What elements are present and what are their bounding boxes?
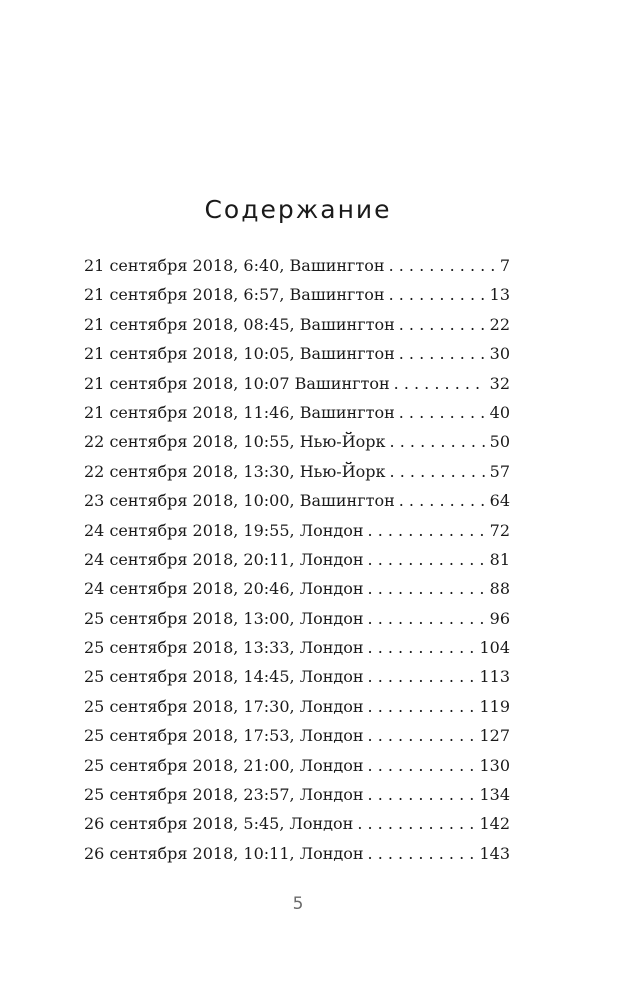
dot-leader: [389, 251, 496, 280]
toc-entry: [84, 692, 510, 721]
toc-entry: [84, 721, 510, 750]
toc-entry-title: 24 сентября 2018, 19:55, Лондон: [84, 520, 364, 540]
toc-entry-title: 24 сентября 2018, 20:11, Лондон: [84, 549, 364, 569]
toc-entry-title: 26 сентября 2018, 10:11, Лондон: [84, 843, 364, 863]
toc-entry: [84, 780, 510, 809]
page-number: 5: [292, 894, 304, 914]
dot-leader: [368, 839, 476, 868]
dot-leader: [368, 662, 476, 691]
toc-entry: [84, 339, 510, 368]
toc-entry: [84, 457, 510, 486]
toc-entry-page: 13: [489, 285, 510, 305]
toc-entry: [84, 662, 510, 691]
dot-leader: [389, 280, 486, 309]
toc-entry-page: 64: [489, 491, 510, 511]
toc-entry-title: 25 сентября 2018, 14:45, Лондон: [84, 667, 364, 687]
dot-leader: [368, 721, 476, 750]
toc-entry: [84, 369, 510, 398]
dot-leader: [368, 604, 486, 633]
toc-entry-page: 130: [479, 755, 510, 775]
dot-leader: [399, 486, 486, 515]
toc-entry-title: 25 сентября 2018, 23:57, Лондон: [84, 785, 364, 805]
toc-entry-page: 143: [479, 843, 510, 863]
dot-leader: [368, 516, 486, 545]
toc-entry: [84, 545, 510, 574]
toc-entry: [84, 486, 510, 515]
toc-entry: [84, 251, 510, 280]
toc-entry: [84, 310, 510, 339]
toc-entry-title: 25 сентября 2018, 17:53, Лондон: [84, 726, 364, 746]
toc-entry-title: 21 сентября 2018, 6:57, Вашингтон: [84, 285, 385, 305]
dot-leader: [368, 780, 476, 809]
dot-leader: [399, 339, 486, 368]
toc-entry-page: 81: [489, 549, 510, 569]
toc-entry-page: 113: [479, 667, 510, 687]
toc-entry-page: 72: [489, 520, 510, 540]
toc-entry-page: 7: [499, 256, 510, 275]
toc-entry: [84, 574, 510, 603]
dot-leader: [368, 633, 476, 662]
toc-entry-title: 25 сентября 2018, 21:00, Лондон: [84, 755, 364, 775]
dot-leader: [399, 398, 486, 427]
toc-entry-page: 88: [489, 579, 510, 599]
toc-entry-title: 21 сентября 2018, 08:45, Вашингтон: [84, 314, 395, 334]
dot-leader: [368, 545, 486, 574]
dot-leader: [394, 369, 486, 398]
toc-entry: [84, 809, 510, 838]
toc-entry: [84, 751, 510, 780]
toc-entry-title: 21 сентября 2018, 6:40, Вашингтон: [84, 256, 385, 275]
toc-entry: [84, 280, 510, 309]
toc-entry-page: 40: [489, 402, 510, 422]
dot-leader: [368, 692, 476, 721]
toc-entry: [84, 633, 510, 662]
toc-entry: [84, 604, 510, 633]
toc-entry-page: 30: [489, 344, 510, 364]
page-title: Содержание: [204, 194, 392, 224]
toc-entry-title: 23 сентября 2018, 10:00, Вашингтон: [84, 491, 395, 511]
toc-entry-page: 50: [489, 432, 510, 452]
toc-entry-page: 32: [489, 373, 510, 393]
toc-entry-page: 57: [489, 461, 510, 481]
table-of-contents: [84, 251, 510, 868]
toc-entry-page: 134: [479, 785, 510, 805]
toc-entry-title: 25 сентября 2018, 13:00, Лондон: [84, 608, 364, 628]
toc-entry-title: 21 сентября 2018, 10:05, Вашингтон: [84, 344, 395, 364]
dot-leader: [368, 751, 476, 780]
dot-leader: [368, 574, 486, 603]
toc-entry-page: 104: [479, 638, 510, 658]
toc-entry-title: 25 сентября 2018, 17:30, Лондон: [84, 696, 364, 716]
dot-leader: [399, 310, 486, 339]
toc-entry-page: 142: [479, 814, 510, 834]
toc-entry-page: 22: [489, 314, 510, 334]
dot-leader: [357, 809, 475, 838]
toc-entry: [84, 427, 510, 456]
toc-entry-title: 22 сентября 2018, 10:55, Нью-Йорк: [84, 432, 386, 452]
toc-entry: [84, 516, 510, 545]
toc-entry-title: 26 сентября 2018, 5:45, Лондон: [84, 814, 354, 834]
toc-entry-title: 24 сентября 2018, 20:46, Лондон: [84, 579, 364, 599]
toc-entry-title: 22 сентября 2018, 13:30, Нью-Йорк: [84, 461, 386, 481]
toc-entry-title: 21 сентября 2018, 11:46, Вашингтон: [84, 402, 395, 422]
toc-entry-page: 127: [479, 726, 510, 746]
toc-entry-page: 119: [479, 696, 510, 716]
dot-leader: [390, 457, 486, 486]
toc-entry-title: 21 сентября 2018, 10:07 Вашингтон: [84, 373, 390, 393]
toc-entry: [84, 839, 510, 868]
dot-leader: [390, 427, 486, 456]
toc-entry-title: 25 сентября 2018, 13:33, Лондон: [84, 638, 364, 658]
toc-entry: [84, 398, 510, 427]
toc-entry-page: 96: [489, 608, 510, 628]
